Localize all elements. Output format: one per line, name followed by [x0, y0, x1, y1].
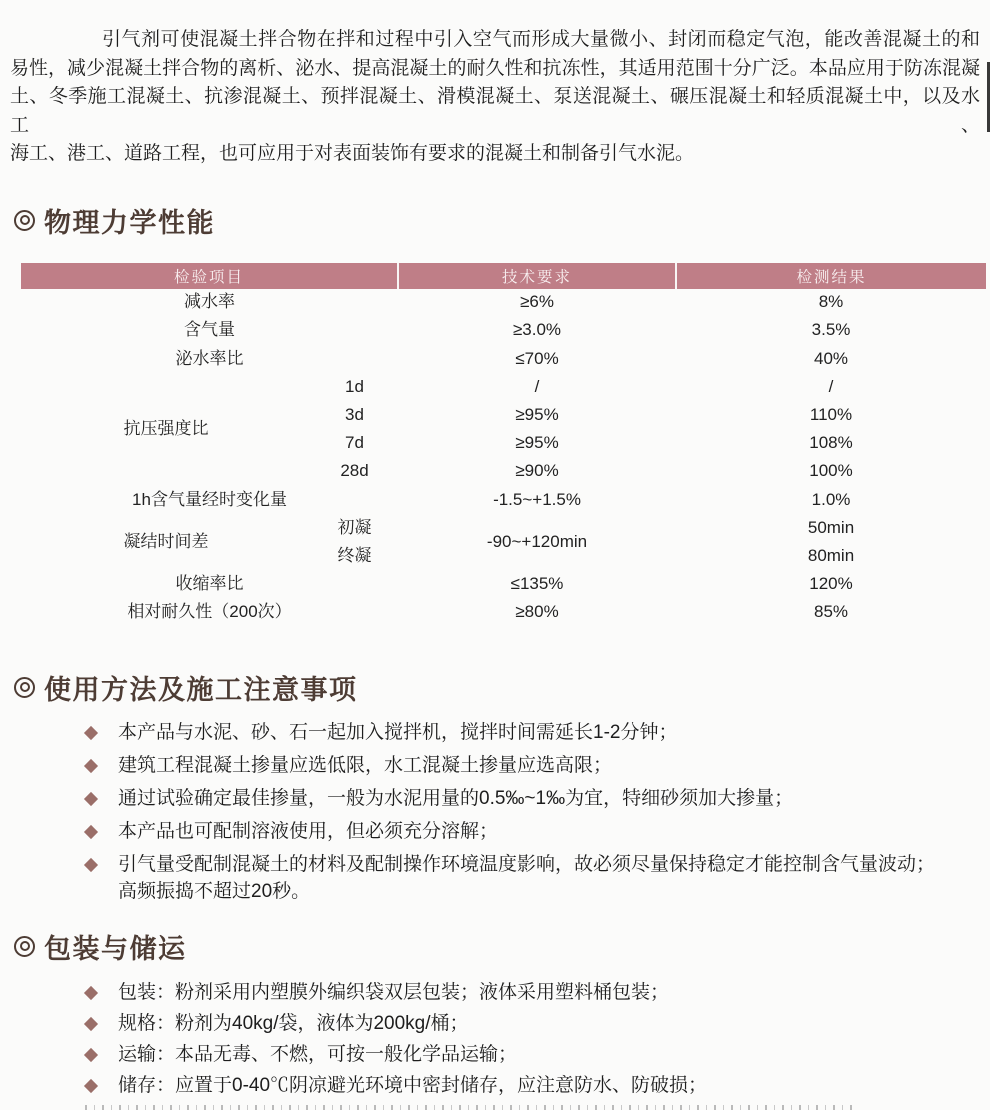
table-row [21, 486, 986, 514]
double-circle-icon [14, 936, 35, 957]
spec-item-cell: 泌水率比 [175, 348, 244, 368]
bullet-text-line: 引气量受配制混凝土的材料及配制操作环境温度影响，故必须尽量保持稳定才能控制含气量波动； [118, 853, 936, 875]
spec-sub-cell: 终凝 [337, 545, 372, 565]
spec-req-cell: ≤70% [515, 348, 559, 368]
spec-sub-cell: 1d [345, 376, 364, 396]
bullet-text: 本产品与水泥、砂、石一起加入搅拌机，搅拌时间需延长1-2分钟； [118, 721, 678, 743]
intro-line: 引气剂可使混凝土拌合物在拌和过程中引入空气而形成大量微小、封闭而稳定气泡，能改善混凝土的和 [102, 29, 980, 50]
spec-req-cell: ≥95% [515, 433, 559, 453]
intro-line: 易性，减少混凝土拌合物的离析、泌水、提高混凝土的耐久性和抗冻性，其适用范围十分广泛。本品应用于防冻混凝 [10, 57, 980, 79]
intro-line: 海工、港工、道路工程，也可应用于对表面装饰有要求的混凝土和制备引气水泥。 [10, 143, 695, 164]
double-circle-icon [14, 677, 35, 698]
bullet-text: 规格：粉剂为40kg/袋，液体为200kg/桶； [118, 1012, 469, 1034]
bullet-text: 运输：本品无毒、不燃，可按一般化学品运输； [118, 1043, 518, 1065]
bullet-text [118, 853, 990, 904]
spec-item-cell: 减水率 [184, 292, 235, 312]
spec-req-cell: ≥90% [515, 461, 559, 481]
spec-req-cell: / [534, 376, 540, 396]
section-header-usage [14, 668, 990, 707]
spec-item-cell: 1h含气量经时变化量 [132, 489, 287, 509]
spec-res-cell: / [828, 376, 834, 396]
list-item [85, 981, 990, 1005]
list-item [85, 1012, 990, 1036]
clipped-text-line [85, 1105, 855, 1110]
list-item [85, 1074, 990, 1098]
bullet-text: 通过试验确定最佳掺量，一般为水泥用量的0.5‰~1‰为宜，特细砂须加大掺量； [118, 787, 794, 809]
section-title: 包装与储运 [44, 933, 187, 964]
spec-req-cell: -90~+120min [486, 531, 588, 551]
list-item [85, 1043, 990, 1067]
spec-res-cell: 100% [809, 461, 853, 481]
spec-res-cell: 110% [809, 405, 853, 424]
spec-item-cell: 相对耐久性（200次） [127, 602, 292, 622]
double-circle-icon [14, 210, 35, 231]
diamond-bullet-icon [84, 1079, 98, 1093]
bullet-text: 包装：粉剂采用内塑膜外编织袋双层包装；液体采用塑料桶包装； [118, 981, 670, 1003]
section-header-physical [14, 201, 990, 240]
spec-req-cell: ≥6% [520, 292, 554, 312]
spec-res-cell: 40% [814, 348, 849, 368]
usage-bullet-list [85, 721, 990, 904]
spec-res-cell: 1.0% [811, 489, 851, 509]
list-item [85, 754, 990, 778]
diamond-bullet-icon [84, 726, 98, 740]
bullet-text: 储存：应置于0-40℃阴凉避光环境中密封储存，应注意防水、防破损； [118, 1074, 708, 1096]
table-row [21, 345, 986, 373]
table-row [21, 373, 986, 401]
spec-res-cell: 3.5% [811, 320, 851, 340]
spec-req-cell: ≥3.0% [512, 320, 562, 340]
diamond-bullet-icon [84, 825, 98, 839]
spec-res-cell: 85% [814, 602, 849, 622]
table-row [21, 317, 986, 345]
spec-group-cell: 抗压强度比 [123, 419, 209, 439]
intro-paragraph [10, 26, 980, 169]
bullet-text: 本产品也可配制溶液使用，但必须充分溶解； [118, 820, 499, 842]
spec-sub-cell: 7d [345, 433, 364, 453]
bullet-text: 建筑工程混凝土掺量应选低限，水工混凝土掺量应选高限； [118, 754, 613, 776]
spec-req-cell: ≤135% [510, 574, 564, 594]
section-title: 使用方法及施工注意事项 [44, 674, 358, 705]
section-header-packaging [14, 927, 990, 966]
bullet-text-line: 高频振捣不超过20秒。 [118, 880, 311, 902]
diamond-bullet-icon [84, 1048, 98, 1062]
table-row [21, 514, 986, 542]
list-item [85, 820, 990, 844]
spec-item-cell: 含气量 [184, 320, 235, 340]
table-row [21, 599, 986, 627]
spec-res-cell: 108% [809, 433, 853, 453]
list-item [85, 721, 990, 745]
spec-group-cell: 凝结时间差 [123, 531, 209, 551]
diamond-bullet-icon [84, 792, 98, 806]
table-row [21, 289, 986, 317]
packaging-bullet-list [85, 981, 990, 1098]
table-header-row [21, 263, 986, 289]
list-item [85, 853, 990, 904]
spec-res-cell: 120% [809, 574, 853, 594]
diamond-bullet-icon [84, 759, 98, 773]
table-header-cell: 技术要求 [398, 263, 676, 289]
spec-res-cell: 80min [807, 545, 855, 565]
spec-sub-cell: 初凝 [337, 517, 372, 537]
diamond-bullet-icon [84, 858, 98, 872]
table-header-cell: 检测结果 [676, 263, 986, 289]
diamond-bullet-icon [84, 1017, 98, 1031]
table-row [21, 570, 986, 598]
spec-item-cell: 收缩率比 [175, 574, 244, 594]
diamond-bullet-icon [84, 986, 98, 1000]
spec-req-cell: -1.5~+1.5% [493, 489, 581, 509]
spec-res-cell: 50min [807, 517, 855, 537]
spec-sub-cell: 28d [340, 461, 369, 481]
spec-req-cell: ≥95% [515, 405, 559, 424]
intro-line: 土、冬季施工混凝土、抗渗混凝土、预拌混凝土、滑模混凝土、泵送混凝土、碾压混凝土和轻质混凝土中，以及水工、 [10, 86, 980, 136]
spec-table [21, 263, 986, 627]
table-header-cell: 检验项目 [21, 263, 398, 289]
spec-req-cell: ≥80% [515, 602, 559, 622]
spec-res-cell: 8% [818, 292, 844, 312]
section-title: 物理力学性能 [44, 207, 215, 238]
list-item [85, 787, 990, 811]
spec-sub-cell: 3d [345, 405, 364, 424]
